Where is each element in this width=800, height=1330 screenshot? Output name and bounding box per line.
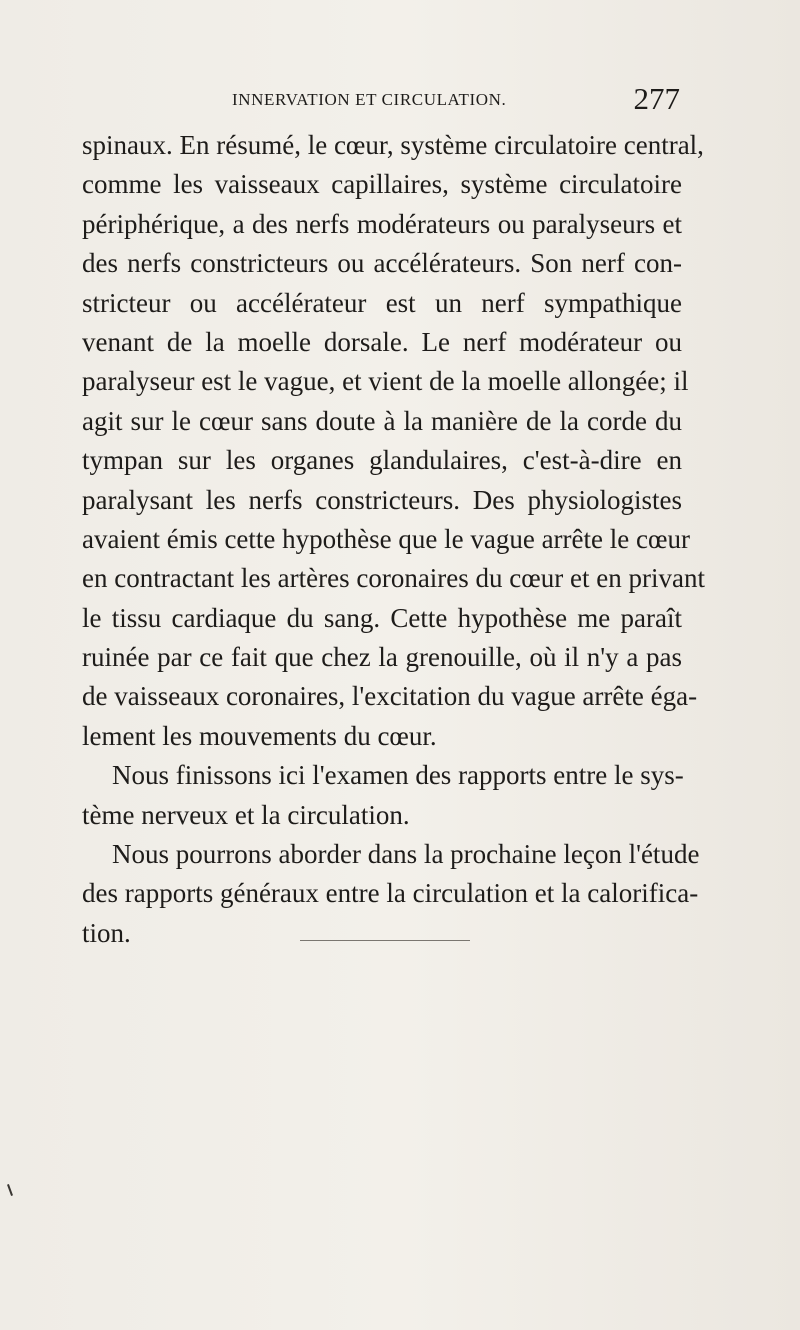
text-line: stricteur ou accélérateur est un nerf sympathique [82, 287, 682, 318]
page-number: 277 [633, 81, 680, 116]
text-line: avaient émis cette hypothèse que le vague arrête le cœur [82, 523, 690, 554]
margin-mark [7, 1184, 13, 1196]
text-line: le tissu cardiaque du sang. Cette hypothèse me paraît [82, 602, 682, 633]
text-line: venant de la moelle dorsale. Le nerf modérateur ou [82, 326, 682, 357]
body-text [82, 126, 705, 953]
text-line: en contractant les artères coronaires du cœur et en privant [82, 563, 705, 594]
text-line: tion. [82, 917, 131, 948]
text-line: lement les mouvements du cœur. [82, 720, 437, 751]
text-line: de vaisseaux coronaires, l'excitation du vague arrête éga- [82, 681, 698, 712]
text-line: paralyseur est le vague, et vient de la moelle allongée; il [82, 366, 689, 397]
section-end-rule [300, 940, 470, 941]
running-head [82, 81, 682, 120]
text-line: agit sur le cœur sans doute à la manière de la corde du [82, 405, 682, 436]
text-line: Nous finissons ici l'examen des rapports entre le sys- [112, 760, 684, 791]
text-line: des rapports généraux entre la circulation et la calorifica- [82, 878, 699, 909]
text-line: spinaux. En résumé, le cœur, système circulatoire central, [82, 130, 704, 160]
running-title: INNERVATION ET CIRCULATION. [232, 90, 507, 109]
text-line: ruinée par ce fait que chez la grenouille, où il n'y a pas [82, 642, 682, 673]
text-line: comme les vaisseaux capillaires, système circulatoire [82, 169, 682, 200]
text-line: des nerfs constricteurs ou accélérateurs. Son nerf con- [82, 248, 682, 279]
text-line: tème nerveux et la circulation. [82, 799, 410, 830]
text-line: périphérique, a des nerfs modérateurs ou paralyseurs et [82, 208, 682, 239]
text-line: tympan sur les organes glandulaires, c'est-à-dire en [82, 445, 682, 476]
text-line: paralysant les nerfs constricteurs. Des physiologistes [82, 484, 682, 515]
text-line: Nous pourrons aborder dans la prochaine leçon l'étude [112, 839, 700, 870]
